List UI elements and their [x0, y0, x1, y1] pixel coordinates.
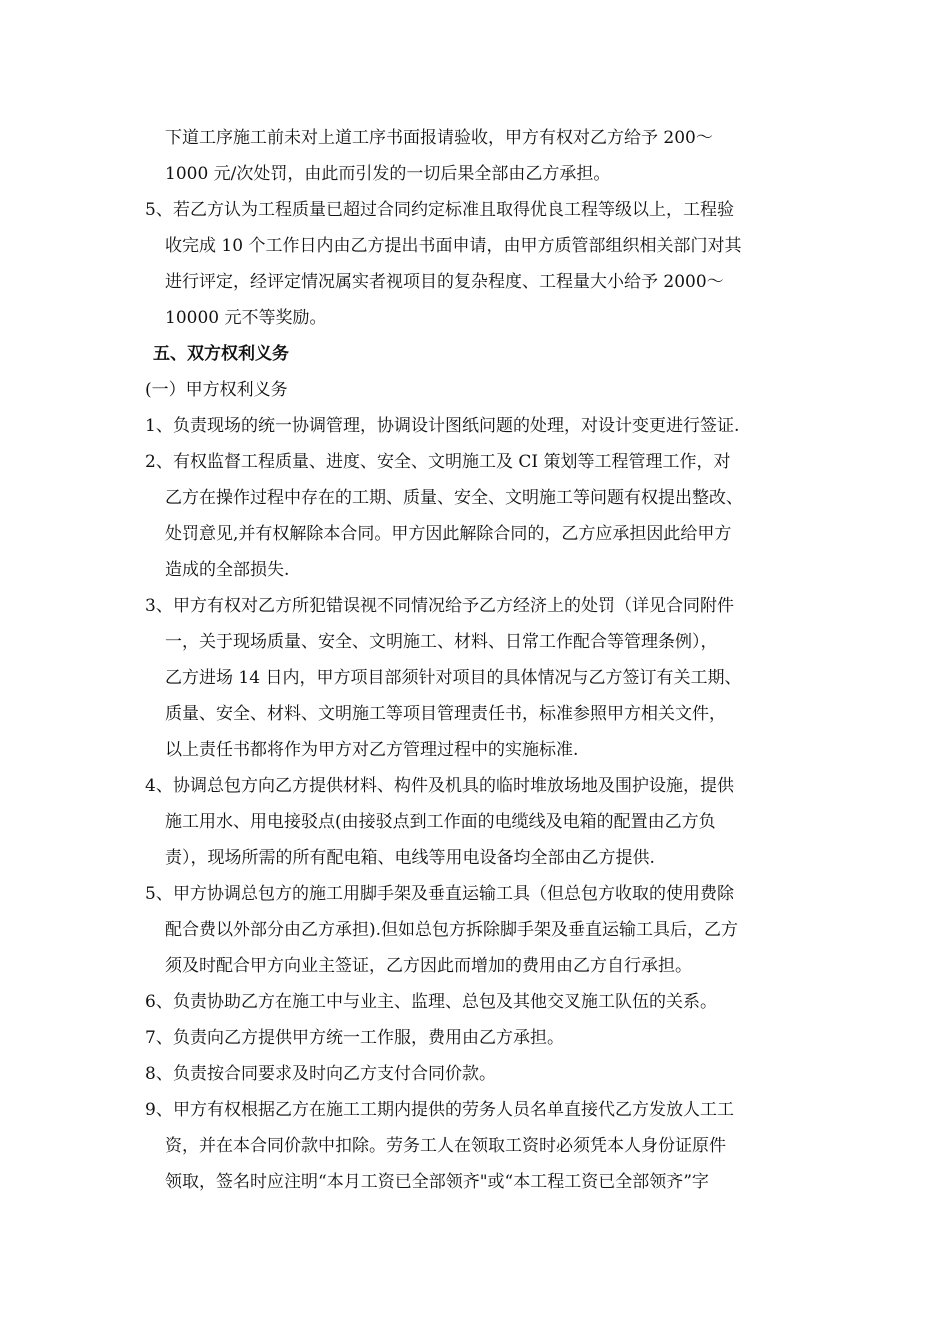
- list-item-line: 负责向乙方提供甲方统一工作服，费用由乙方承担。: [173, 1028, 564, 1048]
- paragraph-continuation-line: 下道工序施工前未对上道工序书面报请验收，甲方有权对乙方给予 200～: [165, 128, 713, 148]
- list-item-line: 以上责任书都将作为甲方对乙方管理过程中的实施标准.: [165, 740, 579, 760]
- list-item-line: 负责按合同要求及时向乙方支付合同价款。: [173, 1064, 496, 1084]
- list-item-line: 进行评定，经评定情况属实者视项目的复杂程度、工程量大小给予 2000～: [165, 272, 724, 292]
- list-item-line: 负责协助乙方在施工中与业主、监理、总包及其他交叉施工队伍的关系。: [173, 992, 717, 1012]
- section-heading: 五、双方权利义务: [153, 344, 289, 364]
- list-item-line: 施工用水、用电接驳点(由接驳点到工作面的电缆线及电箱的配置由乙方负: [165, 812, 716, 832]
- list-item-line: 若乙方认为工程质量已超过合同约定标准且取得优良工程等级以上，工程验: [173, 200, 734, 220]
- list-item-number: 4、: [145, 776, 173, 796]
- list-item-line: 须及时配合甲方向业主签证，乙方因此而增加的费用由乙方自行承担。: [165, 956, 692, 976]
- list-item-line: 质量、安全、材料、文明施工等项目管理责任书，标准参照甲方相关文件，: [165, 704, 726, 724]
- list-item-line: 甲方有权根据乙方在施工工期内提供的劳务人员名单直接代乙方发放人工工: [173, 1100, 734, 1120]
- list-item-line: 一，关于现场质量、安全、文明施工、材料、日常工作配合等管理条例），: [165, 632, 718, 652]
- list-item-number: 9、: [145, 1100, 173, 1120]
- list-item-number: 8、: [145, 1064, 173, 1084]
- subsection-heading: (一）甲方权利义务: [145, 380, 288, 400]
- list-item-number: 7、: [145, 1028, 173, 1048]
- list-item-line: 有权监督工程质量、进度、安全、文明施工及 CI 策划等工程管理工作，对: [173, 452, 731, 472]
- list-item-line: 乙方在操作过程中存在的工期、质量、安全、文明施工等问题有权提出整改、: [165, 488, 743, 508]
- list-item-line: 10000 元不等奖励。: [165, 308, 327, 328]
- list-item-number: 5、: [145, 884, 173, 904]
- list-item-number: 5、: [145, 200, 173, 220]
- paragraph-continuation-line: 1000 元/次处罚，由此而引发的一切后果全部由乙方承担。: [165, 164, 611, 184]
- list-item-line: 处罚意见,并有权解除本合同。甲方因此解除合同的，乙方应承担因此给甲方: [165, 524, 732, 544]
- list-item-number: 6、: [145, 992, 173, 1012]
- list-item-number: 2、: [145, 452, 173, 472]
- list-item-line: 负责现场的统一协调管理，协调设计图纸问题的处理，对设计变更进行签证.: [173, 416, 740, 436]
- list-item-line: 配合费以外部分由乙方承担).但如总包方拆除脚手架及垂直运输工具后，乙方: [165, 920, 739, 940]
- list-item-line: 收完成 10 个工作日内由乙方提出书面申请，由甲方质管部组织相关部门对其: [165, 236, 742, 256]
- list-item-line: 协调总包方向乙方提供材料、构件及机具的临时堆放场地及围护设施，提供: [173, 776, 734, 796]
- list-item-line: 责），现场所需的所有配电箱、电线等用电设备均全部由乙方提供.: [165, 848, 655, 868]
- list-item-line: 资，并在本合同价款中扣除。劳务工人在领取工资时必须凭本人身份证原件: [165, 1136, 726, 1156]
- list-item-line: 甲方有权对乙方所犯错误视不同情况给予乙方经济上的处罚（详见合同附件: [173, 596, 734, 616]
- list-item-line: 乙方进场 14 日内，甲方项目部须针对项目的具体情况与乙方签订有关工期、: [165, 668, 742, 688]
- list-item-line: 领取，签名时应注明“本月工资已全部领齐"或“本工程工资已全部领齐”字: [165, 1172, 709, 1192]
- list-item-number: 1、: [145, 416, 173, 436]
- list-item-number: 3、: [145, 596, 173, 616]
- list-item-line: 造成的全部损失.: [165, 560, 290, 580]
- list-item-line: 甲方协调总包方的施工用脚手架及垂直运输工具（但总包方收取的使用费除: [173, 884, 734, 904]
